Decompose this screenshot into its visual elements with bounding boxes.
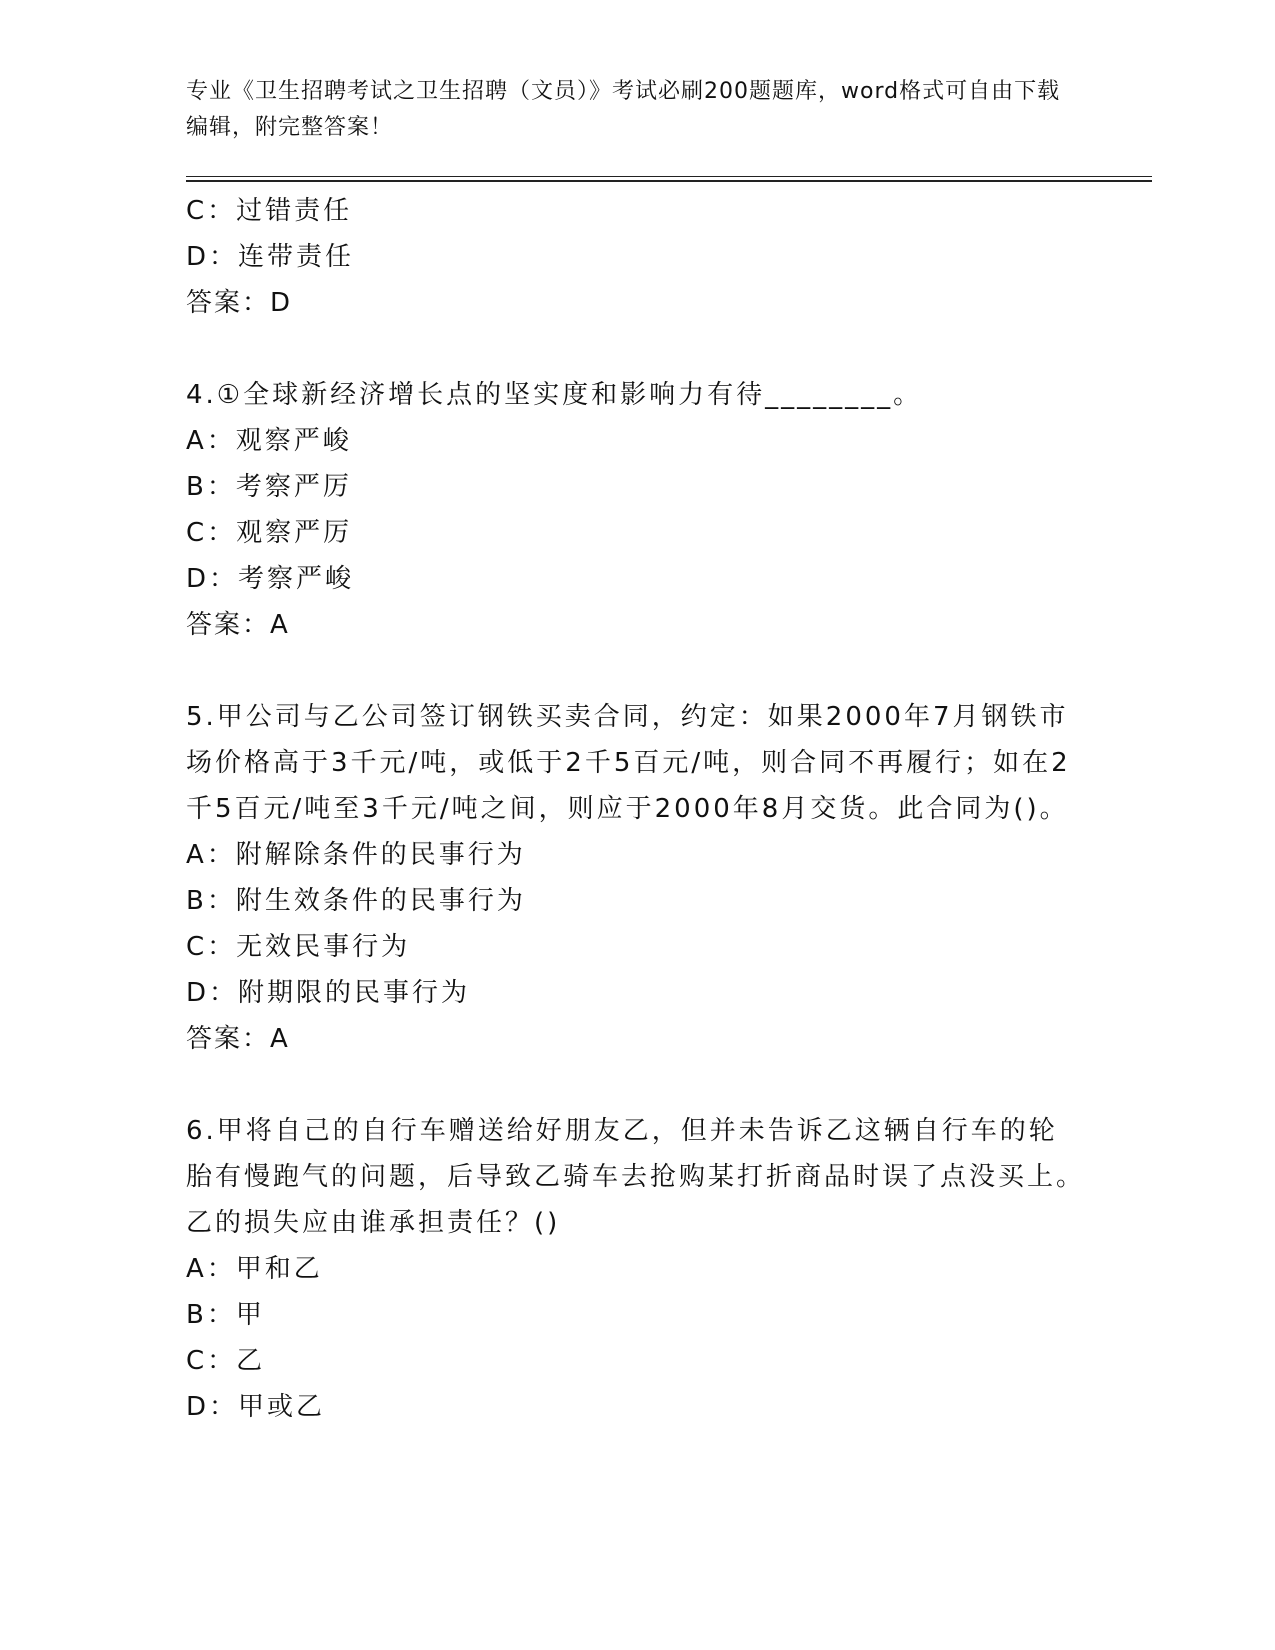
question-list [186,188,1086,1430]
q6-option-d: D：甲或乙 [186,1392,326,1422]
q5-stem: 5.甲公司与乙公司签订钢铁买卖合同，约定：如果2000年7月钢铁市场价格高于3千元/吨，或低于2千5百元/吨，则合同不再履行；如在2千5百元/吨至3千元/吨之间，则应于2000年8月交货。此合同为()。 [186,702,1071,824]
q4-option-c: C：观察严厉 [186,518,353,548]
spacer [186,648,1086,694]
q5-option-c: C：无效民事行为 [186,932,411,962]
q5-answer: 答案：A [186,1024,290,1054]
header-rule-thin [186,176,1152,177]
question-5 [186,694,1086,1062]
q4-option-b: B：考察严厉 [186,472,352,502]
document-header: 专业《卫生招聘考试之卫生招聘（文员）》考试必刷200题题库，word格式可自由下载编辑，附完整答案！ [186,79,1061,140]
question-3-tail [186,188,1086,326]
q5-option-b: B：附生效条件的民事行为 [186,886,526,916]
q4-answer: 答案：A [186,610,290,640]
q3-option-c: C：过错责任 [186,196,353,226]
q6-option-b: B：甲 [186,1300,265,1330]
q4-stem: 4.①全球新经济增长点的坚实度和影响力有待________。 [186,380,923,410]
q6-option-a: A：甲和乙 [186,1254,323,1284]
q6-option-c: C：乙 [186,1346,266,1376]
q3-option-d: D：连带责任 [186,242,355,272]
q4-option-a: A：观察严峻 [186,426,352,456]
q4-option-d: D：考察严峻 [186,564,355,594]
question-6 [186,1108,1086,1430]
header-rule-thick [186,180,1152,182]
q6-stem: 6.甲将自己的自行车赠送给好朋友乙，但并未告诉乙这辆自行车的轮胎有慢跑气的问题，后导致乙骑车去抢购某打折商品时误了点没买上。乙的损失应由谁承担责任？() [186,1116,1086,1238]
q5-option-a: A：附解除条件的民事行为 [186,840,526,870]
question-4 [186,372,1086,648]
q5-option-d: D：附期限的民事行为 [186,978,471,1008]
q3-answer: 答案：D [186,288,293,318]
spacer [186,1062,1086,1108]
spacer [186,326,1086,372]
